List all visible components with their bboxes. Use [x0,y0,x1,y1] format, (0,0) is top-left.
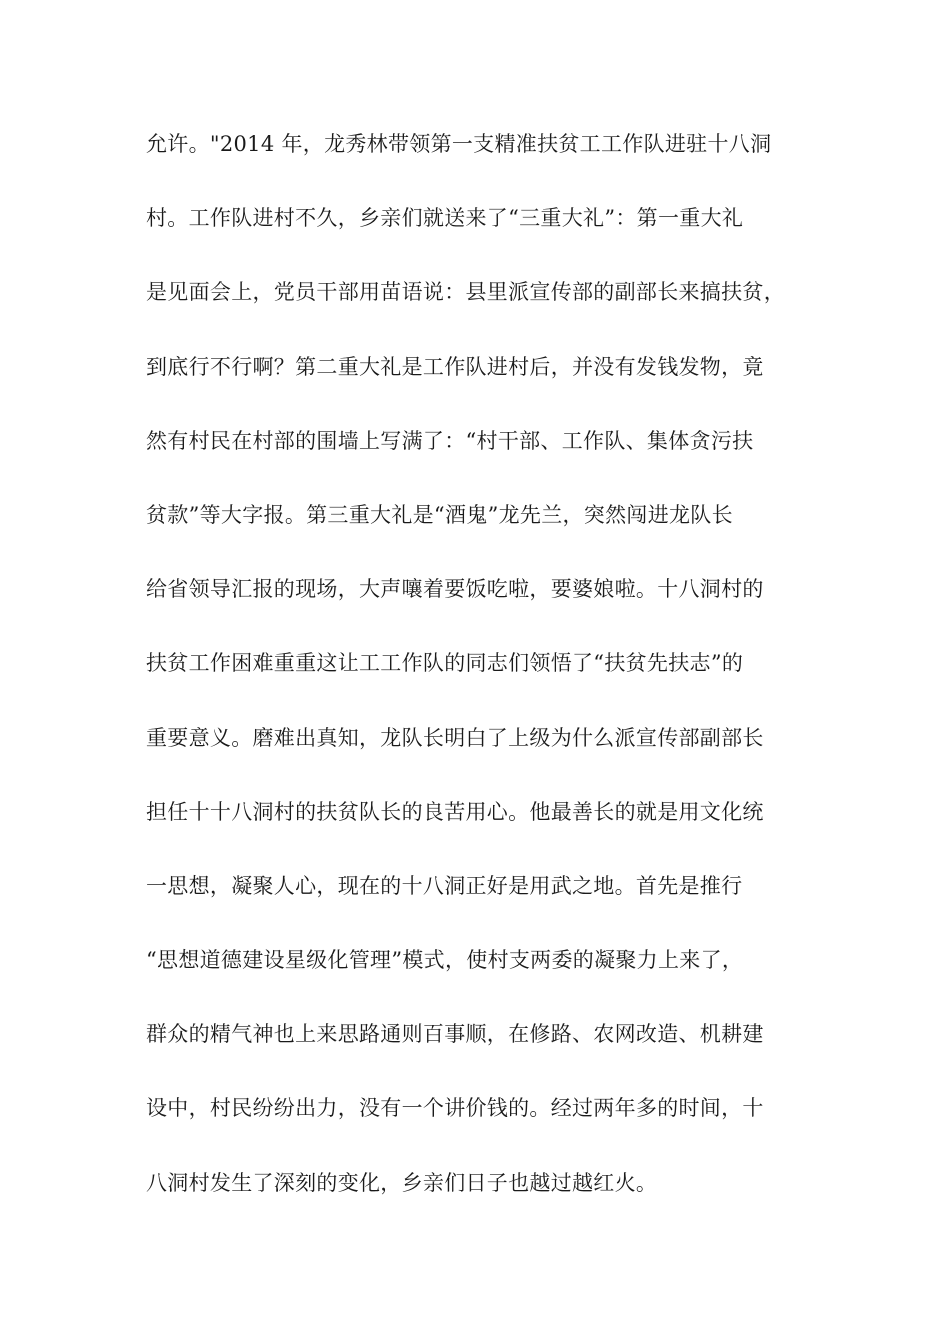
text-line: 贫款”等大字报。第三重大礼是“酒鬼”龙先兰，突然闯进龙队长 [146,502,733,527]
text-line: 是见面会上，党员干部用苗语说：县里派宣传部的副部长来搞扶贫， [146,280,785,305]
text-line: 扶贫工作困难重重这让工工作队的同志们领悟了“扶贫先扶志”的 [146,651,744,676]
text-line: 群众的精气神也上来思路通则百事顺，在修路、农网改造、机耕建 [146,1022,764,1047]
text-line: 给省领导汇报的现场，大声嚷着要饭吃啦，要婆娘啦。十八洞村的 [146,577,764,602]
text-line: 担任十十八洞村的扶贫队长的良苦用心。他最善长的就是用文化统 [146,799,764,824]
text-line: 八洞村发生了深刻的变化，乡亲们日子也越过越红火。 [146,1170,658,1195]
text-line: 允许。"2014 年，龙秀林带领第一支精准扶贫工工作队进驻十八洞 [146,132,772,156]
body-paragraph [146,129,826,1242]
text-line: 然有村民在村部的围墙上写满了：“村干部、工作队、集体贪污扶 [146,428,754,453]
text-line: 村。工作队进村不久，乡亲们就送来了“三重大礼”：第一重大礼 [146,206,744,231]
text-line: “思想道德建设星级化管理”模式，使村支两委的凝聚力上来了， [146,948,744,973]
text-line: 一思想，凝聚人心，现在的十八洞正好是用武之地。首先是推行 [146,873,743,898]
text-line: 重要意义。磨难出真知，龙队长明白了上级为什么派宣传部副部长 [146,725,764,750]
text-line: 到底行不行啊？第二重大礼是工作队进村后，并没有发钱发物，竟 [146,354,764,379]
text-line: 设中，村民纷纷出力，没有一个讲价钱的。经过两年多的时间，十 [146,1096,764,1121]
